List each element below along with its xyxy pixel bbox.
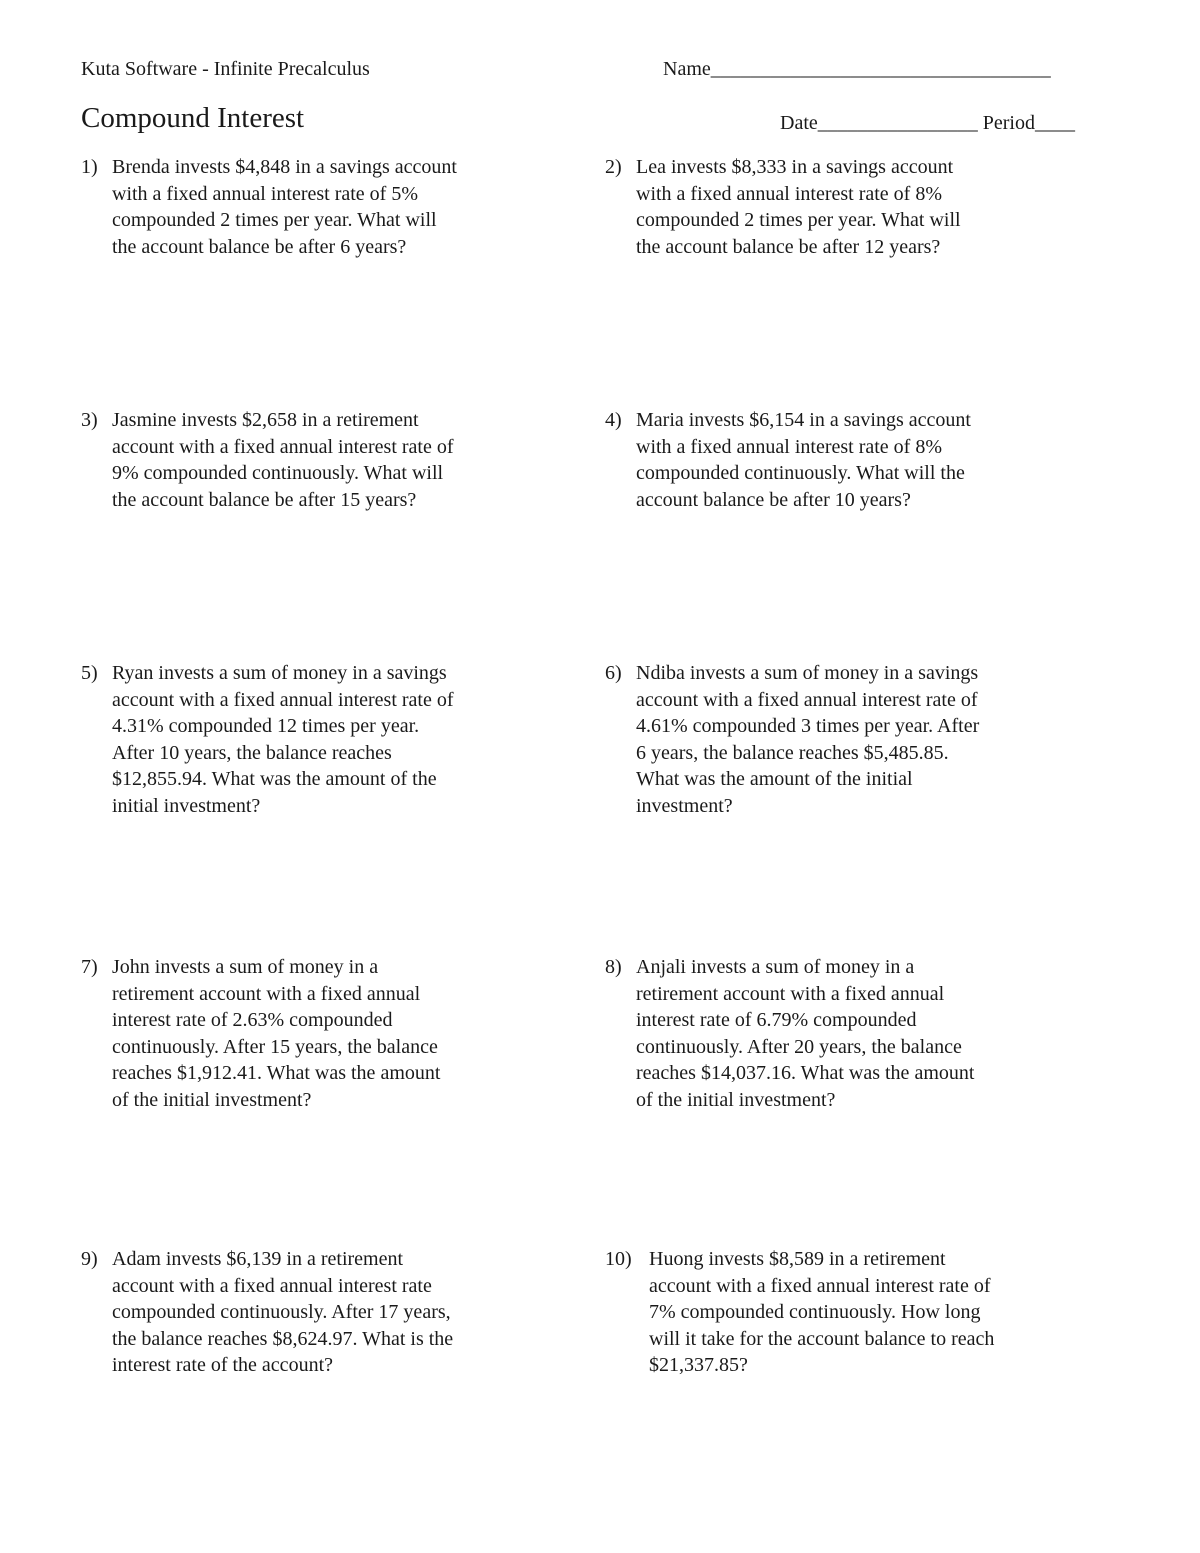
problem-number: 9) xyxy=(81,1248,98,1270)
problem-text: Jasmine invests $2,658 in a retirement account with a fixed annual interest rate of 9% compounded continuously. What will the account balance be after 15 years? xyxy=(112,409,454,511)
problem-number: 3) xyxy=(81,409,98,431)
problem-number: 5) xyxy=(81,662,98,684)
page-title: Compound Interest xyxy=(81,102,305,134)
problem-text: John invests a sum of money in a retirement account with a fixed annual interest rate of 2.63% compounded continuously. After 15 years, the balance reaches $1,912.41. What was the amount of the initial investment? xyxy=(112,956,441,1111)
problem-text: Adam invests $6,139 in a retirement account with a fixed annual interest rate compounded continuously. After 17 years, the balance reaches $8,624.97. What is the interest rate of the account? xyxy=(112,1248,454,1377)
date-period-field: Date________________ Period____ xyxy=(780,112,1075,134)
problem-number: 7) xyxy=(81,956,98,978)
problem-number: 4) xyxy=(605,409,622,431)
problem-text: Maria invests $6,154 in a savings account with a fixed annual interest rate of 8% compounded continuously. What will the account balance be after 10 years? xyxy=(636,409,971,511)
problem-text: Anjali invests a sum of money in a retirement account with a fixed annual interest rate of 6.79% compounded continuously. After 20 years, the balance reaches $14,037.16. What was the amount of the initial investment? xyxy=(636,956,975,1111)
problem-number: 1) xyxy=(81,156,98,178)
problem-text: Lea invests $8,333 in a savings account with a fixed annual interest rate of 8% compounded 2 times per year. What will the account balance be after 12 years? xyxy=(636,156,961,258)
problem-text: Brenda invests $4,848 in a savings account with a fixed annual interest rate of 5% compounded 2 times per year. What will the account balance be after 6 years? xyxy=(112,156,457,258)
problem-number: 10) xyxy=(605,1248,632,1270)
problem-text: Ndiba invests a sum of money in a savings account with a fixed annual interest rate of 4.61% compounded 3 times per year. After 6 years, the balance reaches $5,485.85. What was the amount of the initial investment? xyxy=(636,662,980,817)
problem-text: Ryan invests a sum of money in a savings account with a fixed annual interest rate of 4.31% compounded 12 times per year. After 10 years, the balance reaches $12,855.94. What was the amount of the initial investment? xyxy=(112,662,454,817)
problem-number: 2) xyxy=(605,156,622,178)
problem-number: 6) xyxy=(605,662,622,684)
name-field: Name__________________________________ xyxy=(663,58,1051,80)
problem-number: 8) xyxy=(605,956,622,978)
publisher-label: Kuta Software - Infinite Precalculus xyxy=(81,58,370,80)
problem-text: Huong invests $8,589 in a retirement account with a fixed annual interest rate of 7% compounded continuously. How long will it take for the account balance to reach $21,337.85? xyxy=(649,1248,995,1377)
